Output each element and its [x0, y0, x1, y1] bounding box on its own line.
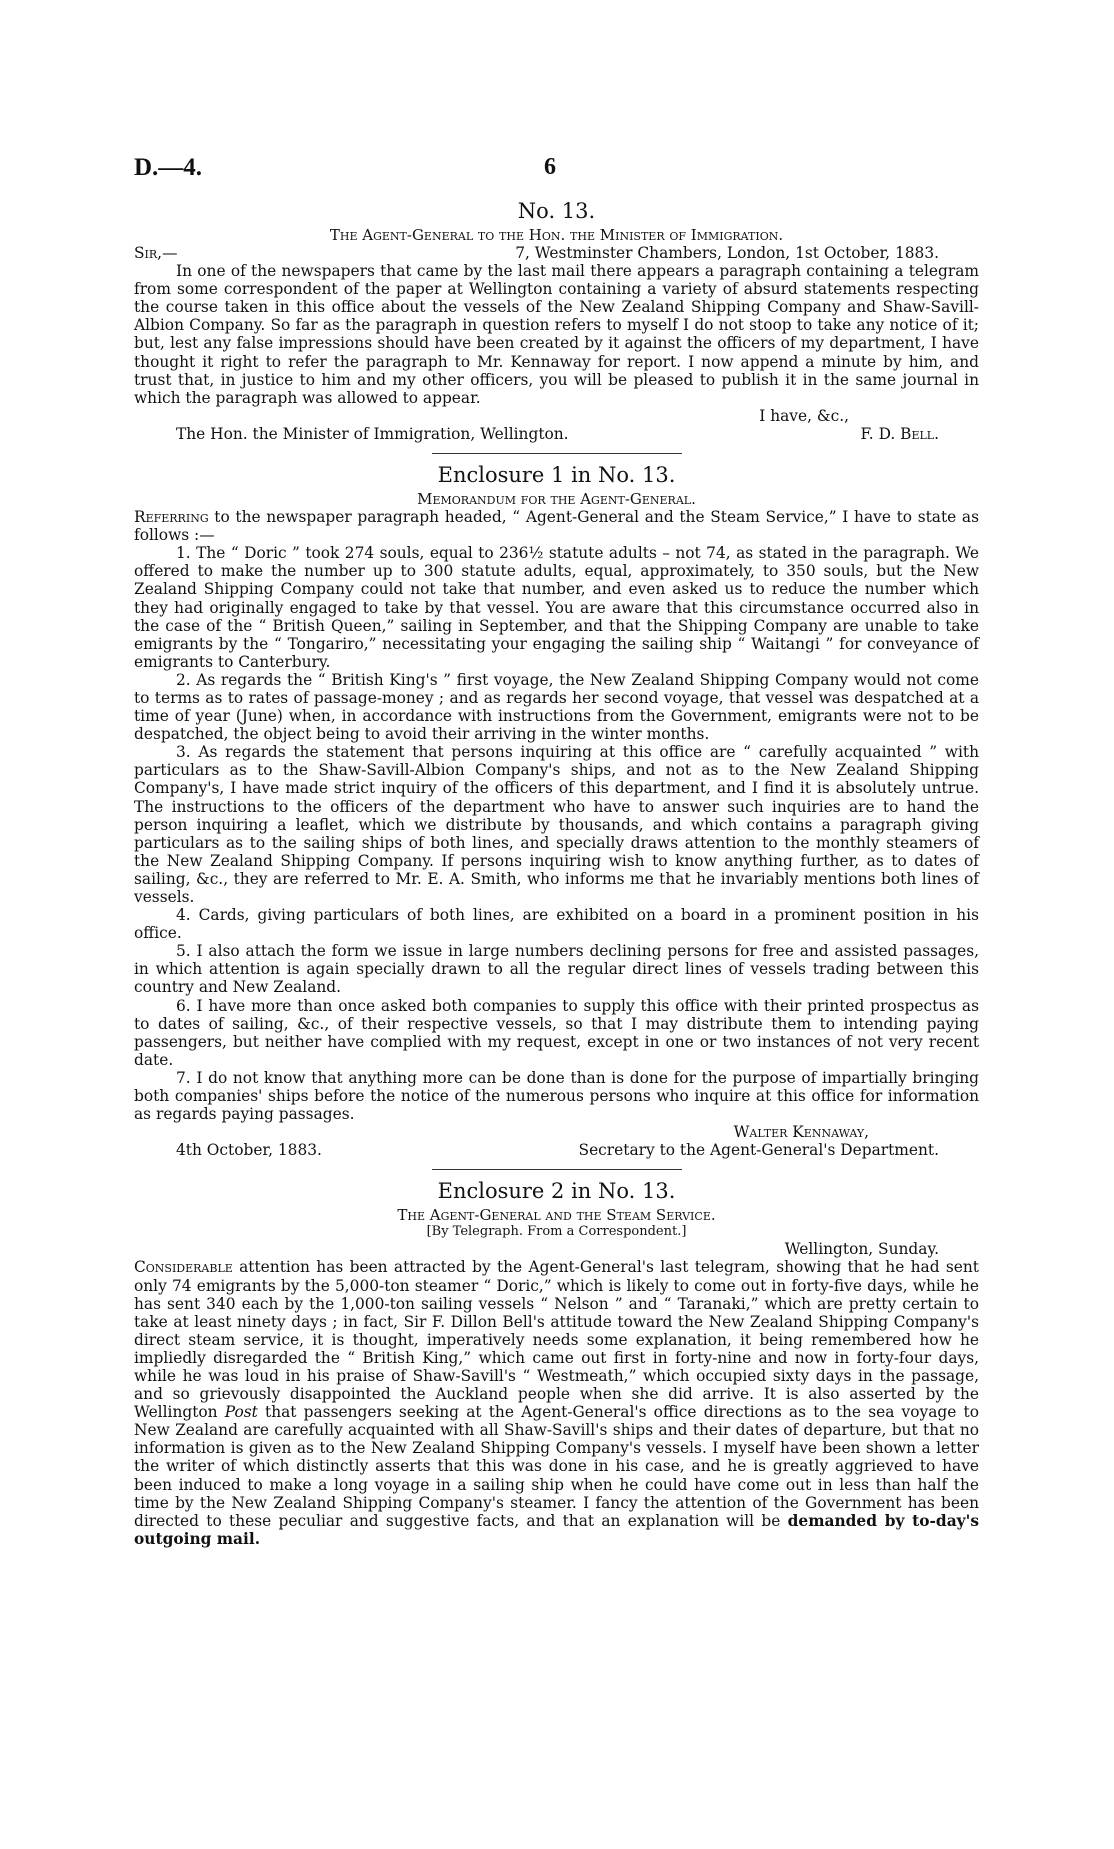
letter-closing: I have, &c.,	[759, 406, 849, 425]
enclosure1-subtitle: Memorandum for the Agent-General.	[417, 490, 696, 509]
enclosure2-body-italic: Post	[224, 1403, 258, 1422]
enclosure2-subtitle: The Agent-General and the Steam Service.	[397, 1206, 716, 1225]
letter-from-to: The Agent-General to the Hon. the Minister of Immigration.	[329, 226, 784, 244]
enclosure1-date-row	[134, 1141, 979, 1159]
enclosure1-intro	[134, 508, 979, 544]
letter-signature: F. D. Bell.	[860, 424, 939, 443]
enclosure1-title: Enclosure 1 in No. 13.	[437, 463, 676, 488]
enclosure2-body-lead: Considerable	[134, 1258, 233, 1277]
document-page	[134, 154, 979, 1548]
enclosure1-item: 3. As regards the statement that persons inquiring at this office are “ carefully acquainted ” with particulars as to the Shaw-Savill-Albion Company's ships, and not as to the New Zealand Shipping Company's, I have made strict inquiry of the officers of this department, and I find it is absolutely untrue. The instructions to the officers of the department who have to answer such inquiries are to hand the person inquiring a leaflet, which we distribute by thousands, and which contains a paragraph giving particulars as to the sailing ships of both lines, and specially draws attention to the monthly steamers of the New Zealand Shipping Company. If persons inquiring wish to know anything further, as to dates of sailing, &c., they are referred to Mr. E. A. Smith, who informs me that he invariably mentions both lines of vessels.	[134, 743, 979, 906]
enclosure1-item: 5. I also attach the form we issue in large numbers declining persons for free and assisted passages, in which attention is again specially drawn to all the regular direct lines of vessels trading between this country and New Zealand.	[134, 942, 979, 997]
enclosure2-body-text: attention has been attracted by the Agent-General's last telegram, showing that he had sent only 74 emigrants by the 5,000-ton steamer “ Doric,” which is likely to come out in forty-five days, while he has sent 340 each by the 1,000-ton sailing vessels “ Nelson ” and “ Taranaki,” which are pretty certain to take at least ninety days ; in fact, Sir F. Dillon Bell's attitude toward the New Zealand Shipping Company's direct steam service, it is thought, imperatively needs some explanation, it being remembered how he impliedly disregarded the “ British King,” which came out first in forty-nine and now in forty-four days, while he was loud in his praise of Shaw-Savill's “ Westmeath,” which occupied sixty days in the passage, and so grievously disappointed the Auckland people when she did arrive. It is also asserted by the Wellington	[134, 1258, 979, 1422]
enclosure1-signature: Walter Kennaway,	[733, 1123, 869, 1142]
enclosure1-item: 6. I have more than once asked both companies to supply this office with their printed prospectus as to dates of sailing, &c., of their respective vessels, so that I may distribute them to intending paying passengers, but neither have complied with my request, except in one or two instances of not very recent date.	[134, 996, 979, 1069]
document-reference: D.—4.	[134, 154, 203, 181]
enclosure1-intro-text: to the newspaper paragraph headed, “ Agent-General and the Steam Service,” I have to state as follows :—	[134, 508, 979, 545]
enclosure1-intro-lead: Referring	[134, 508, 209, 527]
enclosure2-title: Enclosure 2 in No. 13.	[437, 1179, 676, 1204]
enclosure2-body-text: that passengers seeking at the Agent-General's office directions as to the sea voyage to New Zealand are carefully acquainted with all Shaw-Savill's ships and their dates of departure, but that no information is given as to the New Zealand Shipping Company's vessels. I myself have been shown a letter the writer of which distinctly asserts that this was done in his case, and he is greatly aggrieved to have been induced to make a long voyage in a sailing ship when he could have come out in less than half the time by the New Zealand Shipping Company's steamer. I fancy the attention of the Government has been directed to these peculiar and suggestive facts, and that an explanation will be	[134, 1403, 979, 1530]
enclosure2-source: [By Telegraph. From a Correspondent.]	[426, 1224, 687, 1240]
letter-number: No. 13.	[517, 199, 596, 223]
letter-body: In one of the newspapers that came by the last mail there appears a paragraph containing a telegram from some correspondent of the paper at Wellington containing a variety of absurd statements respecting the course taken in this office about the vessels of the New Zealand Shipping Company and Shaw-Savill-Albion Company. So far as the paragraph in question refers to myself I do not stoop to take any notice of it; but, lest any false impressions should have been created by it against the officers of my department, I have thought it right to refer the paragraph to Mr. Kennaway for report. I now append a minute by him, and trust that, in justice to him and my other officers, you will be pleased to publish it in the same journal in which the paragraph was allowed to appear.	[134, 262, 979, 407]
enclosure1-item: 2. As regards the “ British King's ” first voyage, the New Zealand Shipping Company would not come to terms as to rates of passage-money ; and as regards her second voyage, that vessel was despatched at a time of year (June) when, in accordance with instructions from the Government, emigrants were not to be despatched, the object being to avoid their arriving in the winter months.	[134, 670, 979, 744]
enclosure1-date: 4th October, 1883.	[176, 1141, 322, 1160]
enclosure1-item: 4. Cards, giving particulars of both lines, are exhibited on a board in a prominent position in his office.	[134, 906, 979, 943]
page-number: 6	[544, 154, 556, 180]
letter-recipient: The Hon. the Minister of Immigration, Wellington.	[176, 424, 569, 443]
letter-closing-row	[134, 407, 979, 425]
enclosure1-signature-row	[134, 1123, 979, 1141]
enclosure1-item: 1. The “ Doric ” took 274 souls, equal to 236½ statute adults – not 74, as stated in the paragraph. We offered to make the number up to 300 statute adults, equal, approximately, to 350 souls, but the New Zealand Shipping Company could not take that number, and even asked us to reduce the number which they had originally engaged to take by that vessel. You are aware that this circumstance occurred also in the case of the “ British Queen,” sailing in September, and that the Shipping Company are unable to take emigrants by the “ Tongariro,” necessitating your engaging the sailing ship “ Waitangi ” for conveyance of emigrants to Canterbury.	[134, 544, 979, 671]
enclosure1-signature-title: Secretary to the Agent-General's Department.	[578, 1141, 939, 1160]
letter-salutation-row	[134, 244, 979, 262]
letter-salutation: Sir,—	[134, 244, 178, 262]
enclosure2-body	[134, 1258, 979, 1548]
letter-recipient-row	[134, 425, 979, 443]
section-divider	[432, 1169, 682, 1170]
page-header	[134, 154, 979, 190]
section-divider	[432, 453, 682, 454]
enclosure2-body-end: demanded by to-day's outgoing mail.	[134, 1511, 979, 1548]
enclosure2-dateline: Wellington, Sunday.	[784, 1240, 939, 1259]
letter-address-date: 7, Westminster Chambers, London, 1st October, 1883.	[515, 244, 939, 262]
enclosure1-item: 7. I do not know that anything more can be done than is done for the purpose of impartially bringing both companies' ships before the notice of the numerous persons who inquire at this office for information as regards paying passages.	[134, 1068, 979, 1124]
